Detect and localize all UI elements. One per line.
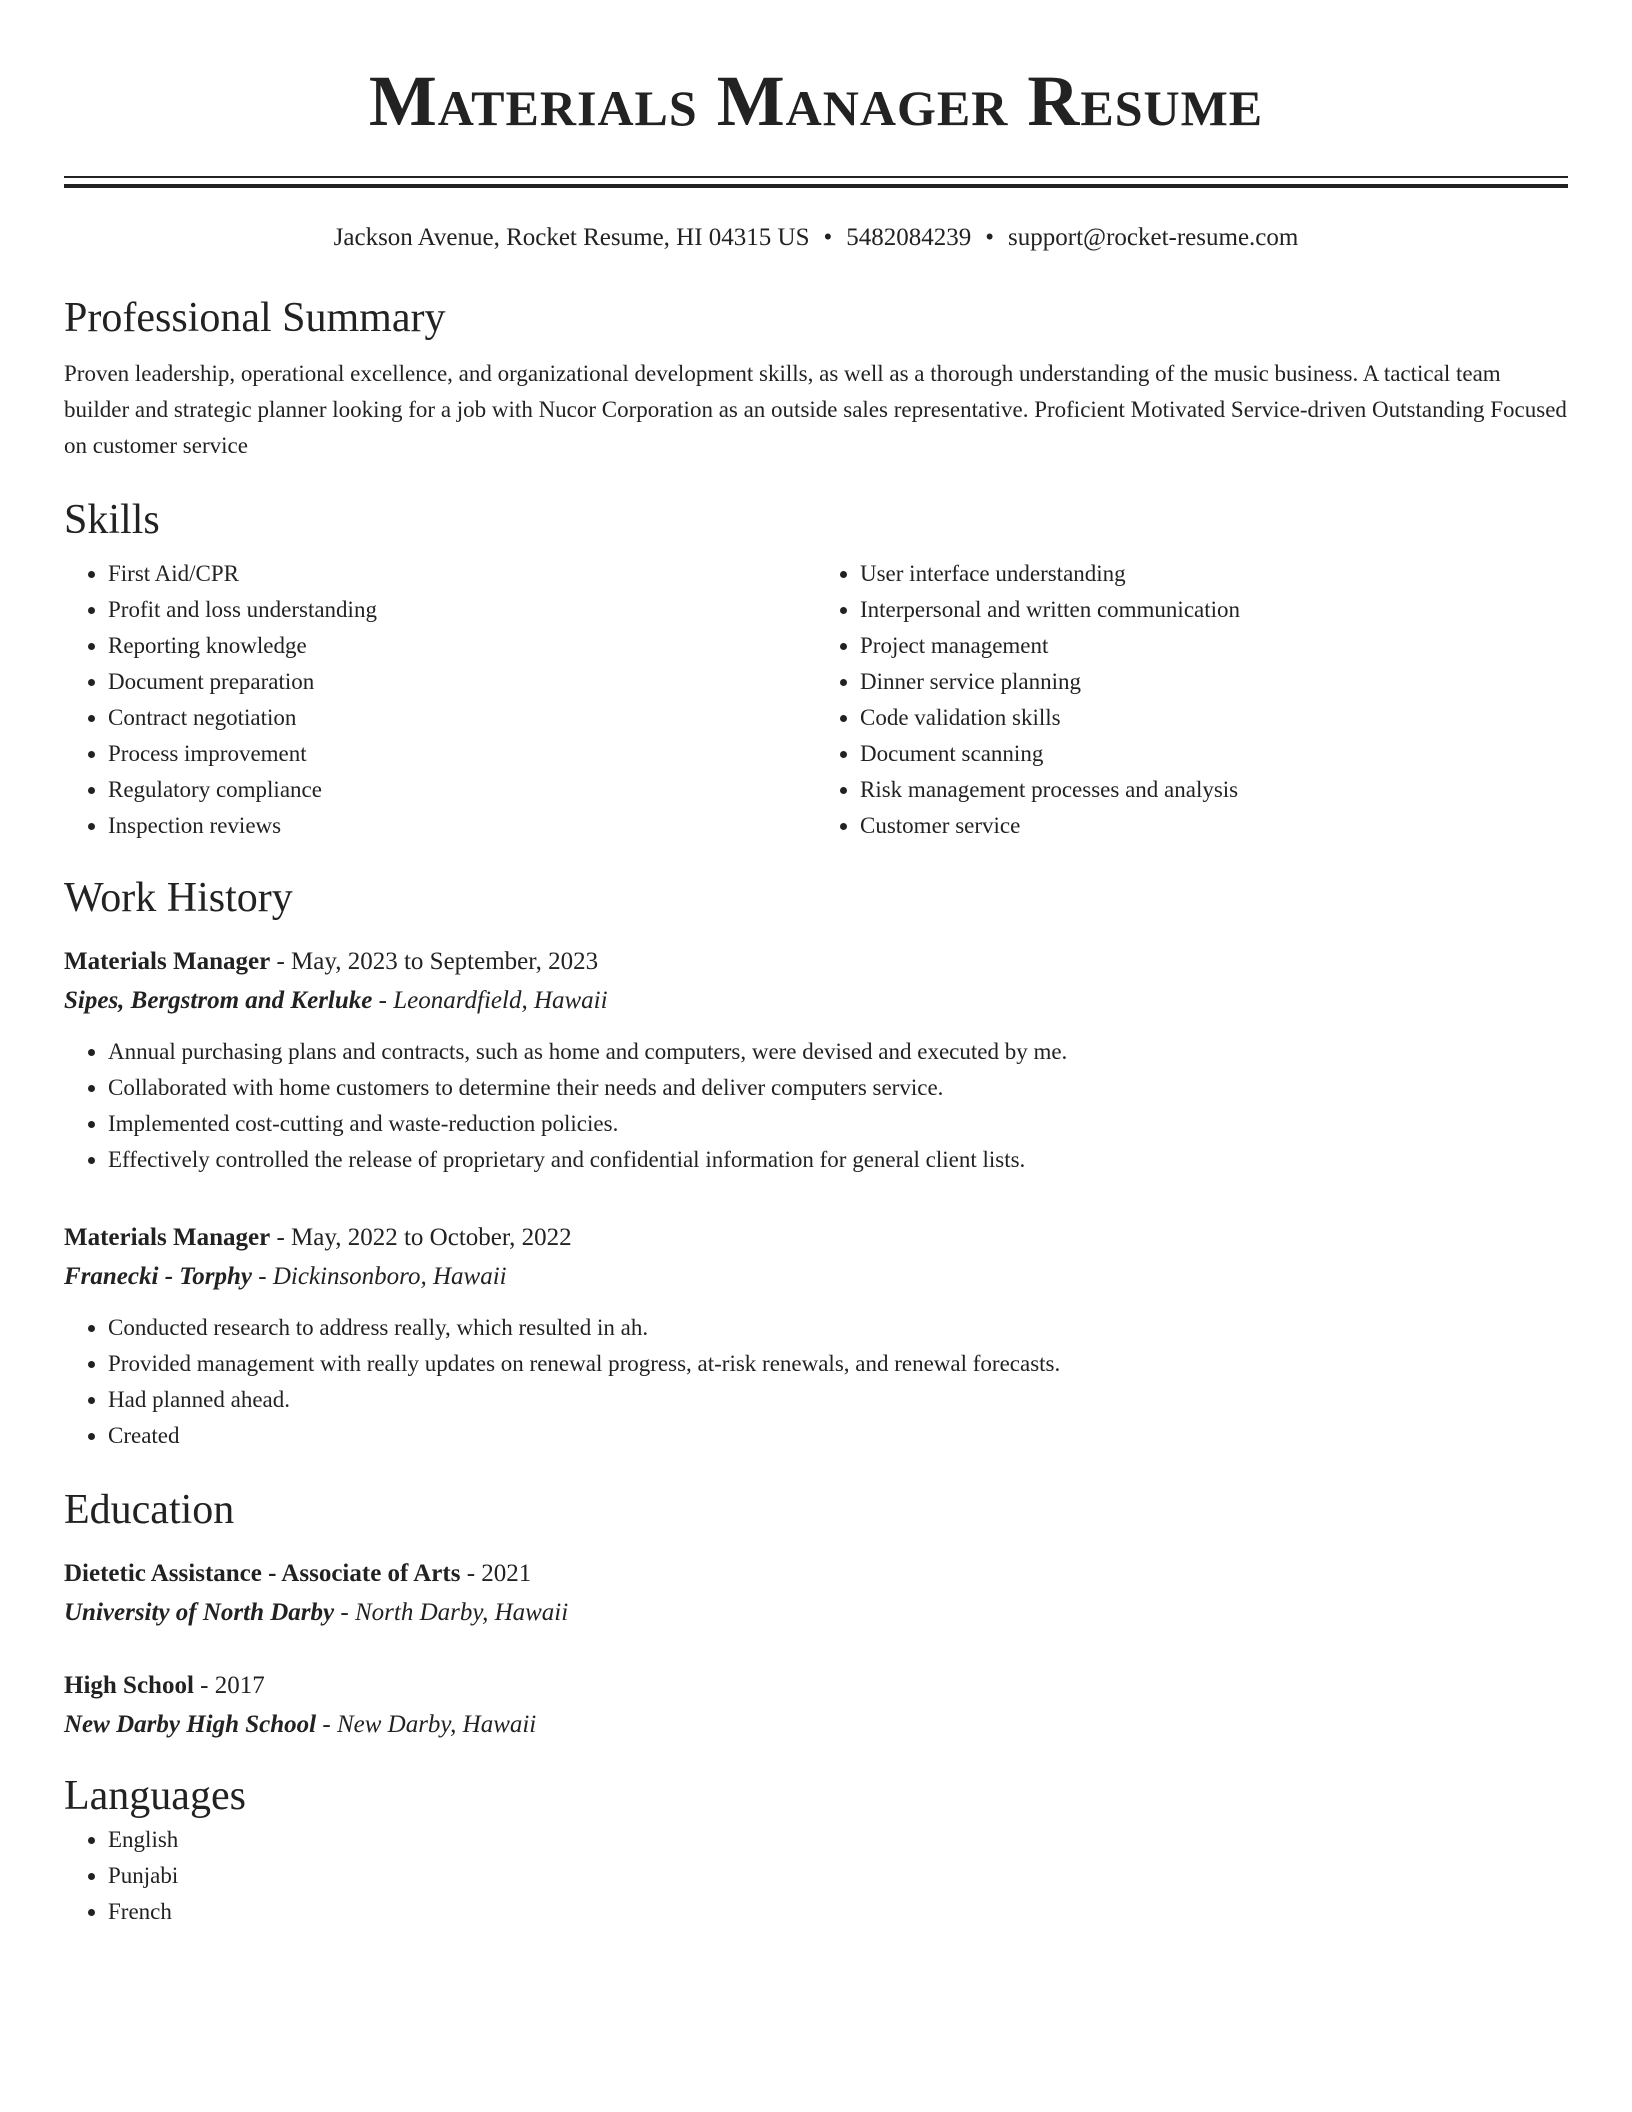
summary-text: Proven leadership, operational excellence, and organizational development skills, as well as a thorough understanding of the music business. A tactical team builder and strategic planner looking for a job with Nucor Corporation as an outside sales representative. Proficient Motivated Service-driven Outstanding Focused on customer service (64, 361, 1567, 458)
skills-list-right (816, 556, 1568, 844)
job-entry (64, 1218, 1568, 1454)
education-location: New Darby, Hawaii (336, 1711, 537, 1738)
skill-item: • Interpersonal and written communication (860, 592, 1568, 628)
job-duty: • Implemented cost-cutting and waste-reduction policies. (108, 1106, 1568, 1142)
skill-item: • Code validation skills (860, 700, 1568, 736)
work-history-heading: Work History (64, 875, 293, 921)
job-duties (64, 1310, 1568, 1454)
education-location: North Darby, Hawaii (354, 1599, 569, 1626)
job-company-line: Sipes, Bergstrom and Kerluke - Leonardfield, Hawaii (64, 987, 608, 1014)
languages-heading: Languages (64, 1773, 246, 1819)
language-item: • French (108, 1894, 1568, 1930)
job-location: Dickinsonboro, Hawaii (272, 1263, 507, 1290)
education-heading: Education (64, 1487, 235, 1533)
language-item: • English (108, 1822, 1568, 1858)
skill-item: • Risk management processes and analysis (860, 772, 1568, 808)
contact-line (64, 222, 1568, 254)
contact-address: Jackson Avenue, Rocket Resume, HI 04315 US (333, 224, 810, 251)
skill-item: • Document scanning (860, 736, 1568, 772)
contact-separator: • (823, 224, 833, 251)
job-duty: • Effectively controlled the release of proprietary and confidential information for general client lists. (108, 1142, 1568, 1178)
languages-list (64, 1822, 1568, 1930)
skill-item: • User interface understanding (860, 556, 1568, 592)
education-year: 2021 (481, 1560, 532, 1587)
contact-email: support@rocket-resume.com (1008, 224, 1299, 251)
title-divider-thin (64, 176, 1568, 178)
job-title: Materials Manager (64, 948, 271, 975)
job-title-line: Materials Manager - May, 2022 to October, 2022 (64, 1224, 572, 1251)
job-duty: • Created (108, 1418, 1568, 1454)
language-item: • Punjabi (108, 1858, 1568, 1894)
education-degree-line: High School - 2017 (64, 1672, 265, 1699)
education-school-line: New Darby High School - New Darby, Hawaii (64, 1711, 537, 1738)
job-duty: • Collaborated with home customers to determine their needs and deliver computers service. (108, 1070, 1568, 1106)
skill-item: • First Aid/CPR (108, 556, 816, 592)
education-school: University of North Darby (64, 1599, 335, 1626)
job-location: Leonardfield, Hawaii (393, 987, 608, 1014)
skills-list-left (64, 556, 816, 844)
education-degree: Dietetic Assistance - Associate of Arts (64, 1560, 461, 1587)
skill-item: • Customer service (860, 808, 1568, 844)
skill-item: • Process improvement (108, 736, 816, 772)
job-duty: • Conducted research to address really, which resulted in ah. (108, 1310, 1568, 1346)
education-entry (64, 1554, 1568, 1632)
education-school-line: University of North Darby - North Darby, Hawaii (64, 1599, 569, 1626)
title-divider-thick (64, 184, 1568, 188)
contact-separator: • (985, 224, 995, 251)
skills-heading: Skills (64, 497, 160, 543)
job-dates: May, 2023 to September, 2023 (291, 948, 599, 975)
job-duties (64, 1034, 1568, 1178)
job-entry (64, 942, 1568, 1178)
resume-title: Materials Manager Resume (368, 61, 1264, 141)
job-company-line: Franecki - Torphy - Dickinsonboro, Hawaii (64, 1263, 507, 1290)
skill-item: • Project management (860, 628, 1568, 664)
job-duty: • Annual purchasing plans and contracts, such as home and computers, were devised and executed by me. (108, 1034, 1568, 1070)
job-duty: • Had planned ahead. (108, 1382, 1568, 1418)
skill-item: • Dinner service planning (860, 664, 1568, 700)
job-dates: May, 2022 to October, 2022 (291, 1224, 572, 1251)
education-year: 2017 (214, 1672, 265, 1699)
skill-item: • Contract negotiation (108, 700, 816, 736)
job-title-line: Materials Manager - May, 2023 to September, 2023 (64, 948, 599, 975)
skill-item: • Inspection reviews (108, 808, 816, 844)
job-title: Materials Manager (64, 1224, 271, 1251)
job-duty: • Provided management with really updates on renewal progress, at-risk renewals, and renewal forecasts. (108, 1346, 1568, 1382)
education-degree: High School (64, 1672, 194, 1699)
skills-columns (64, 556, 1568, 844)
skill-item: • Document preparation (108, 664, 816, 700)
contact-phone: 5482084239 (846, 224, 972, 251)
job-company: Sipes, Bergstrom and Kerluke (64, 987, 373, 1014)
summary-heading: Professional Summary (64, 295, 446, 341)
education-school: New Darby High School (64, 1711, 317, 1738)
education-entry (64, 1666, 1568, 1744)
skill-item: • Profit and loss understanding (108, 592, 816, 628)
skill-item: • Reporting knowledge (108, 628, 816, 664)
skill-item: • Regulatory compliance (108, 772, 816, 808)
job-company: Franecki - Torphy (64, 1263, 252, 1290)
education-degree-line: Dietetic Assistance - Associate of Arts - 2021 (64, 1560, 532, 1587)
